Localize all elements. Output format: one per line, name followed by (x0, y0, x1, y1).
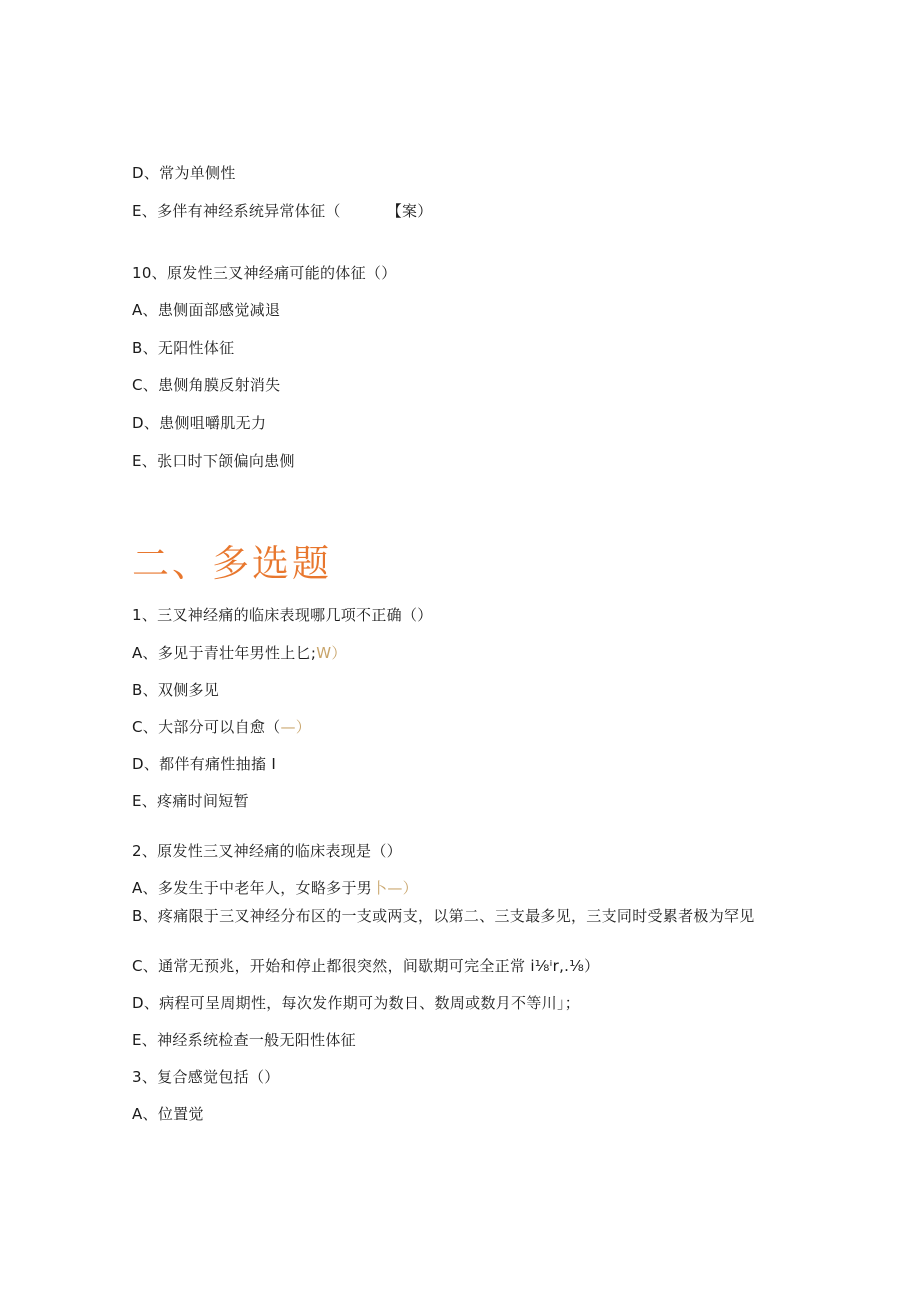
mq2-option-d: D、病程可呈周期性，每次发作期可为数日、数周或数月不等川」； (132, 994, 581, 1012)
q10-option-c: C、患侧角膜反射消失 (132, 376, 281, 394)
q10-option-d: D、患侧咀嚼肌无力 (132, 414, 267, 432)
mq2-stem: 2、原发性三叉神经痛的临床表现是（） (132, 842, 402, 860)
q10-stem: 10、原发性三叉神经痛可能的体征（） (132, 264, 397, 282)
mq1-option-a-mark: W） (316, 644, 347, 662)
mq2-option-a (132, 878, 418, 898)
q10-option-a: A、患侧面部感觉减退 (132, 301, 281, 319)
mq1-option-c-text: C、大部分可以自愈（ (132, 718, 281, 736)
mq1-option-a-text: A、多见于青壮年男性上匕; (132, 644, 317, 662)
mq3-stem: 3、复合感觉包括（） (132, 1068, 280, 1086)
mq2-option-a-mark: 卜—） (372, 879, 418, 897)
q10-option-b: B、无阳性体征 (132, 339, 235, 357)
mq2-option-c: C、通常无预兆，开始和停止都很突然，间歇期可完全正常 i⅛ⁱr,.⅛） (132, 957, 600, 975)
mq1-stem: 1、三叉神经痛的临床表现哪几项不正确（） (132, 606, 433, 624)
q9-option-e-text: E、多伴有神经系统异常体征（ (132, 202, 341, 220)
mq1-option-c-mark: —） (280, 718, 312, 736)
q9-option-e-tail: 【案） (386, 202, 433, 220)
section-title: 二、多选题 (132, 542, 332, 585)
mq2-option-b: B、疼痛限于三叉神经分布区的一支或两支，以第二、三支最多见，三支同时受累者极为罕见 (132, 907, 755, 925)
mq3-option-a: A、位置觉 (132, 1105, 204, 1123)
mq1-option-b: B、双侧多见 (132, 681, 220, 699)
mq1-option-d: D、都伴有痛性抽搐 I (132, 755, 277, 773)
mq2-option-a-text: A、多发生于中老年人，女略多于男 (132, 879, 373, 897)
q9-option-e (132, 201, 433, 221)
mq1-option-c (132, 717, 311, 737)
mq1-option-a (132, 643, 347, 663)
mq1-option-e: E、疼痛时间短暂 (132, 792, 249, 810)
q10-option-e: E、张口时下颌偏向患侧 (132, 452, 295, 470)
q9-option-d: D、常为单侧性 (132, 164, 236, 182)
mq2-option-e: E、神经系统检查一般无阳性体征 (132, 1031, 356, 1049)
